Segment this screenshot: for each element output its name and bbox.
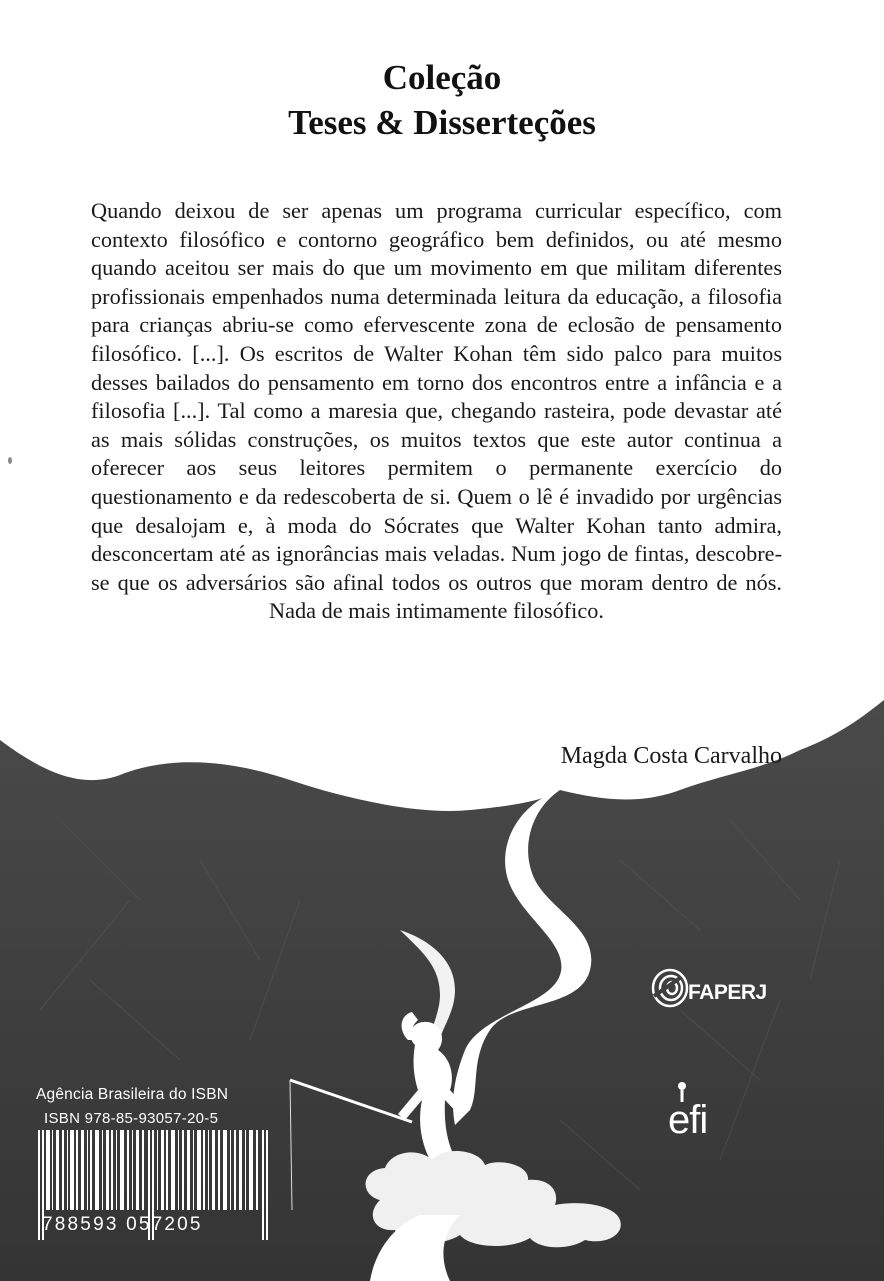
- blurb-text: Quando deixou de ser apenas um programa curricular específico, com contexto filosófico e contorno geográfico bem definidos, ou até mesmo quando aceitou ser mais do que um movimento em que militam diferentes profissionais empenhados numa determinada leitura da educação, a filosofia para crianças abriu-se como efervescente zona de eclosão de pensamento filosófico. [...]. Os escritos de Walter Kohan têm sido palco para muitos desses bailados do pensamento em torno dos encontros entre a infância e a filosofia [...]. Tal como a maresia que, chegando rasteira, pode devastar até as mais sólidas construções, os muitos textos que este autor continua a oferecer aos seus leitores permitem o permanente exercício do questionamento e da redescoberta de si. Quem o lê é invadido por urgências que desalojam e, à moda do Sócrates que Walter Kohan tanto admira, desconcertam até as ignorâncias mais veladas. Num jogo de fintas, descobre-se que os adversários são afinal todos os outros que moram dentro de nós. Nada de mais intimamente filosófico.: [91, 198, 782, 624]
- nefi-logo-text: efi: [668, 1098, 708, 1142]
- faperj-logo-text: FAPERJ: [688, 981, 767, 1004]
- blurb-author: Magda Costa Carvalho: [560, 743, 782, 769]
- collection-title-line1: Coleção: [382, 58, 502, 97]
- margin-mark: [8, 457, 12, 464]
- isbn-number: ISBN 978-85-93057-20-5: [44, 1110, 219, 1127]
- collection-title-line2: Teses & Disserteções: [288, 103, 596, 142]
- barcode-digits: 788593 057205: [42, 1214, 203, 1235]
- isbn-agency-label: Agência Brasileira do ISBN: [36, 1086, 229, 1103]
